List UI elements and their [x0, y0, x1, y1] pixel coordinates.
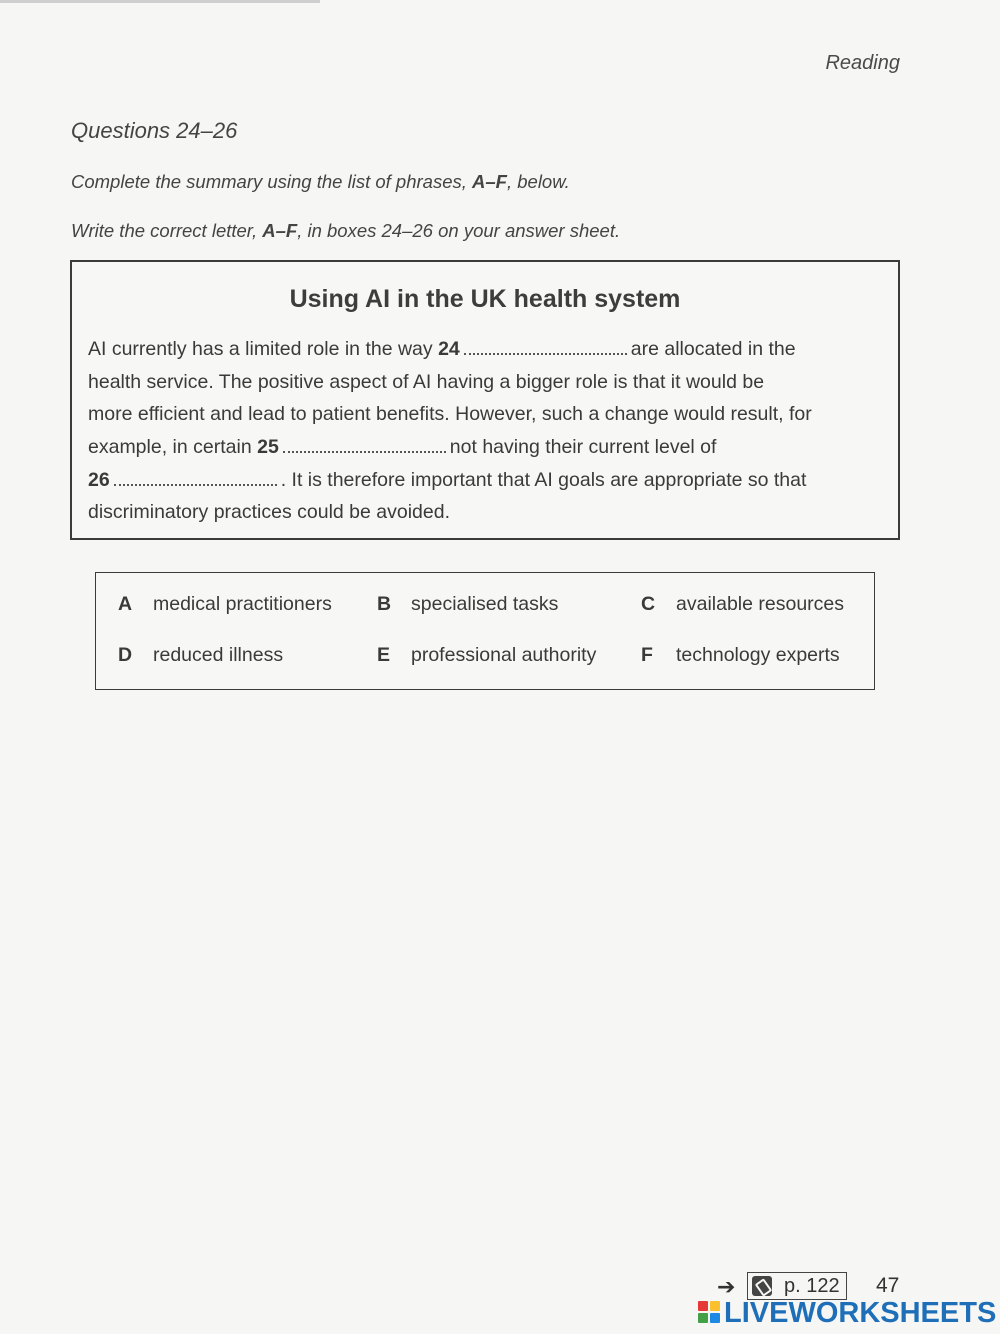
- option-letter: A: [118, 593, 133, 615]
- option-phrase: medical practitioners: [153, 593, 332, 615]
- summary-line-4: [88, 436, 716, 459]
- summary-line-5: [88, 469, 806, 492]
- option-phrase: reduced illness: [153, 644, 284, 666]
- arrow-right-icon: ➔: [717, 1274, 736, 1299]
- scan-edge-rule: [0, 0, 320, 3]
- instruction-text: Complete the summary using the list of phrases,: [71, 171, 473, 192]
- option-b: [377, 593, 559, 616]
- gap-number-25: 25: [257, 436, 279, 458]
- gap-number-26: 26: [88, 469, 110, 491]
- summary-text: not having their current level of: [449, 436, 717, 458]
- summary-line-1: [88, 338, 796, 361]
- instruction-letters: A–F: [472, 171, 507, 192]
- liveworksheets-brand: LIVEWORKSHEETS: [724, 1297, 997, 1329]
- option-phrase: professional authority: [411, 644, 597, 666]
- answer-gap-24[interactable]: [464, 351, 627, 355]
- phrase-options-box: [95, 572, 875, 690]
- instruction-text: , below.: [506, 171, 570, 192]
- page-reference: p. 122: [784, 1275, 840, 1297]
- instruction-complete-summary: [71, 171, 570, 193]
- section-label: Reading: [825, 52, 900, 74]
- summary-text: AI currently has a limited role in the way: [88, 338, 433, 360]
- option-phrase: available resources: [676, 593, 845, 615]
- summary-text: example, in certain: [88, 436, 252, 458]
- gap-number-24: 24: [438, 338, 460, 360]
- liveworksheets-mark-icon: [698, 1301, 722, 1325]
- page-number: 47: [876, 1274, 900, 1297]
- option-f: [641, 644, 840, 667]
- option-letter: E: [377, 644, 391, 666]
- answer-gap-25[interactable]: [283, 449, 446, 453]
- option-phrase: specialised tasks: [411, 593, 559, 615]
- summary-title: Using AI in the UK health system: [289, 285, 681, 313]
- option-letter: C: [641, 593, 656, 615]
- pencil-icon: [752, 1276, 772, 1296]
- summary-line-3: more efficient and lead to patient benefits. However, such a change would result, for: [88, 403, 812, 425]
- summary-line-2: health service. The positive aspect of AI having a bigger role is that it would be: [88, 371, 765, 393]
- instruction-text: , in boxes 24–26 on your answer sheet.: [297, 220, 621, 241]
- option-e: [377, 644, 597, 667]
- summary-line-6: discriminatory practices could be avoided.: [88, 501, 451, 523]
- summary-text: are allocated in the: [630, 338, 796, 360]
- option-letter: B: [377, 593, 392, 615]
- instruction-letters: A–F: [262, 220, 298, 241]
- summary-box: [70, 260, 900, 540]
- page-reference-box: [747, 1272, 847, 1300]
- summary-text: . It is therefore important that AI goals are appropriate so that: [280, 469, 807, 491]
- instruction-write-letter: [71, 220, 620, 242]
- option-letter: D: [118, 644, 133, 666]
- option-letter: F: [641, 644, 653, 666]
- questions-heading: Questions 24–26: [71, 118, 238, 143]
- option-phrase: technology experts: [676, 644, 840, 666]
- option-c: [641, 593, 845, 616]
- option-d: [118, 644, 284, 667]
- answer-gap-26[interactable]: [114, 482, 277, 486]
- instruction-text: Write the correct letter,: [71, 220, 263, 241]
- option-a: [118, 593, 332, 616]
